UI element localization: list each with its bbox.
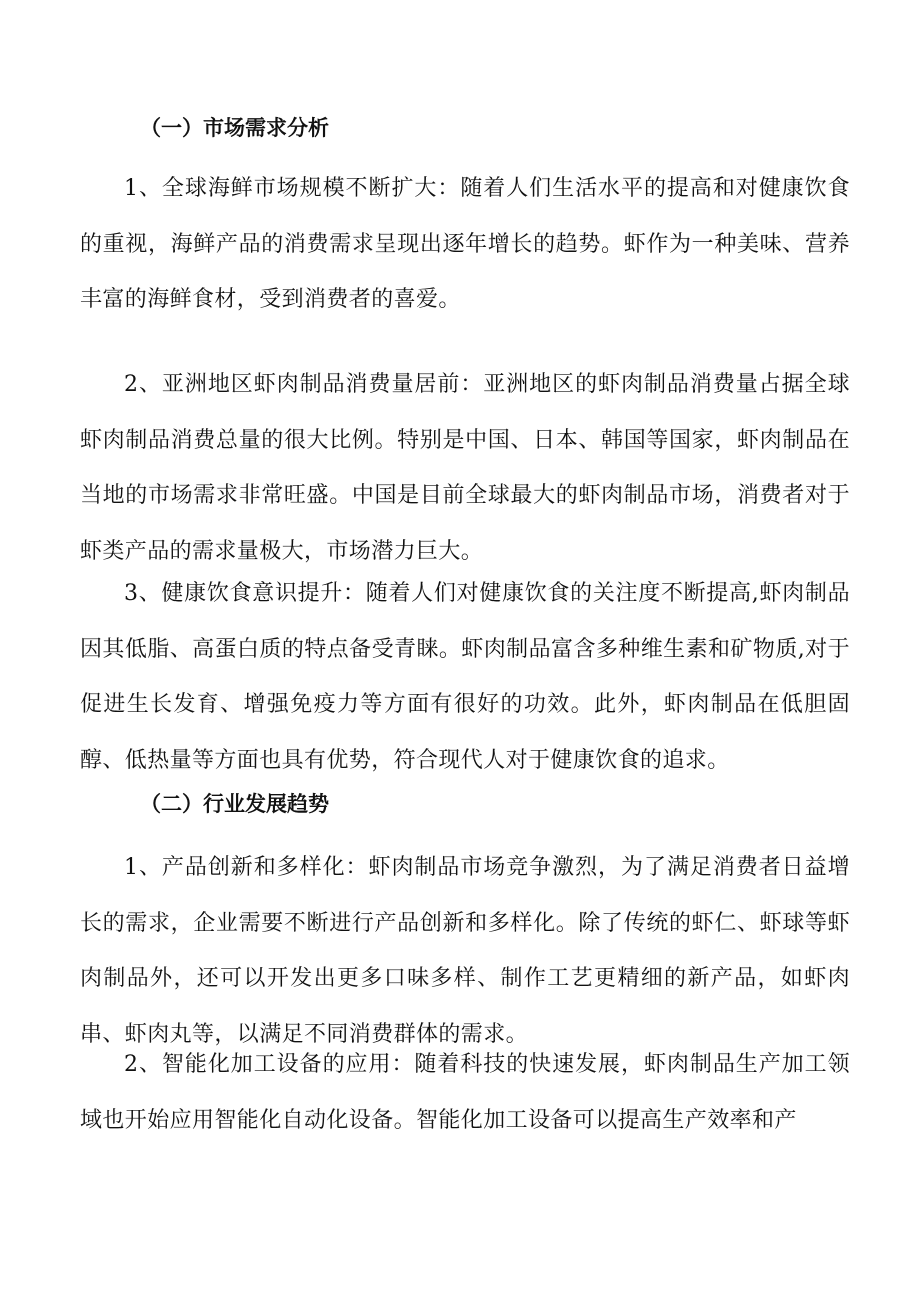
paragraph-global-seafood-market: 1、全球海鲜市场规模不断扩大：随着人们生活水平的提高和对健康饮食的重视，海鲜产品的消费需求呈现出逐年增长的趋势。虾作为一种美味、营养丰富的海鲜食材，受到消费者的喜爱。 [80,176,850,312]
paragraph-smart-equipment: 2、智能化加工设备的应用：随着科技的快速发展，虾肉制品生产加工领域也开始应用智能化自动化设备。智能化加工设备可以提高生产效率和产 [80,1052,850,1133]
paragraph-product-innovation: 1、产品创新和多样化：虾肉制品市场竞争激烈，为了满足消费者日益增长的需求，企业需要不断进行产品创新和多样化。除了传统的虾仁、虾球等虾肉制品外，还可以开发出更多口味多样、制作工艺更精细的新产品，如虾肉串、虾肉丸等，以满足不同消费群体的需求。 [80,855,850,1047]
section-heading-market-demand: （一）市场需求分析 [140,115,329,140]
section-heading-industry-trends: （二）行业发展趋势 [140,791,329,816]
paragraph-asia-consumption: 2、亚洲地区虾肉制品消费量居前：亚洲地区的虾肉制品消费量占据全球虾肉制品消费总量的很大比例。特别是中国、日本、韩国等国家，虾肉制品在当地的市场需求非常旺盛。中国是目前全球最大的虾肉制品市场，消费者对于虾类产品的需求量极大，市场潜力巨大。 [80,372,850,564]
paragraph-health-awareness: 3、健康饮食意识提升：随着人们对健康饮食的关注度不断提高,虾肉制品因其低脂、高蛋白质的特点备受青睐。虾肉制品富含多种维生素和矿物质,对于促进生长发育、增强免疫力等方面有很好的功效。此外，虾肉制品在低胆固醇、低热量等方面也具有优势，符合现代人对于健康饮食的追求。 [80,581,850,773]
